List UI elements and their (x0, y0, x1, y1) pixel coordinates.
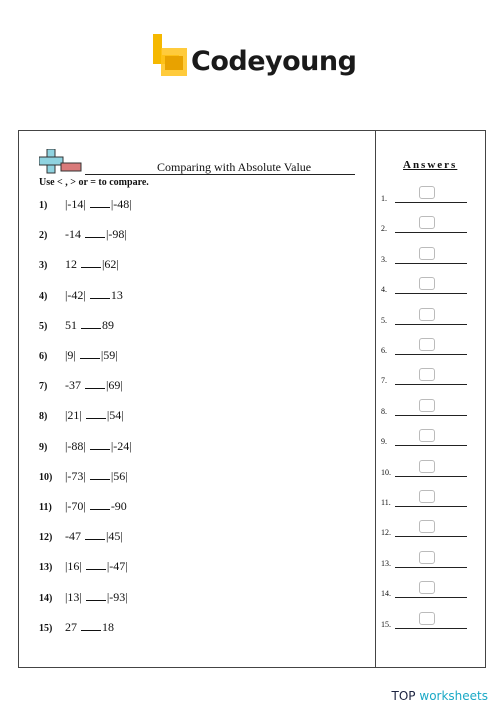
right-operand: -90 (110, 499, 127, 513)
right-operand: |-47| (106, 559, 128, 574)
answer-input[interactable] (419, 277, 435, 290)
compare-blank[interactable] (81, 257, 101, 268)
answer-number: 10. (381, 467, 391, 477)
topworksheets-logo (392, 689, 488, 703)
answer-input[interactable] (419, 399, 435, 412)
problem-number: 10) (39, 471, 53, 483)
compare-blank[interactable] (81, 620, 101, 631)
answer-input[interactable] (419, 247, 435, 260)
compare-blank[interactable] (90, 439, 110, 450)
right-operand: |45| (106, 529, 123, 544)
answer-row (379, 614, 483, 634)
compare-blank[interactable] (90, 197, 110, 208)
problem-row (39, 499, 127, 517)
answer-number: 4. (381, 285, 387, 295)
problem-row (39, 620, 114, 638)
answer-number: 11. (381, 498, 391, 507)
problem-number: 1) (39, 200, 48, 211)
answer-row (379, 583, 483, 603)
answer-line (395, 445, 467, 446)
compare-blank[interactable] (86, 590, 106, 601)
right-operand: |69| (106, 378, 123, 393)
problem-number: 5) (39, 320, 48, 332)
answer-line (395, 597, 467, 598)
left-operand: |-14| (65, 197, 86, 211)
problem-row (39, 439, 132, 457)
answer-input[interactable] (419, 338, 435, 351)
answer-line (395, 324, 467, 325)
problem-row (39, 378, 123, 396)
answer-number: 5. (381, 315, 387, 325)
compare-blank[interactable] (85, 378, 105, 389)
problem-number: 7) (39, 381, 48, 393)
compare-blank[interactable] (90, 469, 110, 480)
brand-name: Codeyoung (191, 46, 357, 77)
right-operand: 18 (102, 619, 114, 634)
problem-row (39, 318, 114, 336)
answer-input[interactable] (419, 429, 435, 442)
left-operand: 12 (65, 257, 77, 272)
problem-number: 2) (39, 230, 48, 242)
answer-input[interactable] (419, 308, 435, 321)
problem-row (39, 408, 124, 426)
problem-number: 15) (39, 622, 53, 634)
answer-input[interactable] (419, 520, 435, 533)
left-operand: |16| (65, 559, 82, 574)
problem-row (39, 590, 128, 608)
left-operand: -14 (65, 227, 81, 242)
problem-number: 4) (39, 290, 48, 302)
answer-row (379, 462, 483, 482)
footer-worksheets: worksheets (419, 689, 488, 703)
answer-line (395, 415, 467, 416)
answer-line (395, 567, 467, 568)
answer-row (379, 188, 483, 208)
answer-number: 15. (381, 619, 391, 629)
problem-row (39, 197, 132, 215)
answer-number: 2. (381, 224, 387, 234)
codeyoung-logo-icon (153, 34, 187, 78)
answer-row (379, 218, 483, 238)
plus-minus-icon (39, 149, 83, 177)
compare-blank[interactable] (86, 408, 106, 419)
answer-input[interactable] (419, 216, 435, 229)
compare-blank[interactable] (80, 348, 100, 359)
answer-line (395, 536, 467, 537)
answer-number: 12. (381, 528, 391, 538)
answer-row (379, 279, 483, 299)
answer-input[interactable] (419, 186, 435, 199)
problem-number: 6) (39, 351, 48, 362)
answer-line (395, 628, 467, 629)
answer-input[interactable] (419, 368, 435, 381)
problem-number: 12) (39, 532, 53, 544)
codeyoung-logo (153, 34, 357, 84)
right-operand: |-93| (106, 589, 128, 604)
right-operand: |-98| (106, 227, 127, 242)
right-operand: 89 (102, 317, 114, 332)
compare-blank[interactable] (86, 559, 106, 570)
answer-row (379, 431, 483, 451)
answer-number: 3. (381, 254, 387, 264)
answer-input[interactable] (419, 551, 435, 564)
answer-line (395, 232, 467, 233)
answers-heading: Answers (403, 159, 458, 171)
left-operand: |-42| (65, 287, 86, 302)
right-operand: |59| (100, 348, 118, 362)
left-operand: -47 (65, 529, 81, 544)
answer-number: 9. (381, 437, 387, 447)
worksheet-title: Comparing with Absolute Value (157, 160, 312, 174)
answer-number: 7. (381, 376, 387, 386)
compare-blank[interactable] (81, 318, 101, 329)
answer-row (379, 340, 483, 360)
right-operand: |62| (102, 257, 119, 272)
compare-blank[interactable] (90, 499, 110, 510)
answer-line (395, 354, 467, 355)
left-operand: |-88| (65, 438, 86, 453)
left-operand: |13| (65, 589, 82, 604)
answer-row (379, 553, 483, 573)
instruction-text: Use < , > or = to compare. (39, 177, 149, 188)
right-operand: |-48| (110, 197, 132, 211)
answer-number: 14. (381, 589, 391, 599)
answer-number: 1. (381, 194, 387, 203)
left-operand: -37 (65, 378, 81, 393)
right-operand: |56| (110, 468, 128, 483)
problem-number: 3) (39, 260, 48, 272)
compare-blank[interactable] (85, 227, 105, 238)
answer-number: 8. (381, 406, 387, 416)
compare-blank[interactable] (90, 288, 110, 299)
left-operand: |21| (65, 408, 82, 423)
problem-number: 8) (39, 411, 48, 423)
title-underline (85, 174, 355, 175)
worksheet (18, 130, 486, 668)
right-operand: |-24| (110, 438, 132, 453)
compare-blank[interactable] (85, 529, 105, 540)
answer-line (395, 202, 467, 203)
left-operand: |9| (65, 348, 76, 362)
problem-row (39, 257, 119, 275)
problem-row (39, 559, 128, 577)
left-operand: |-70| (65, 499, 86, 513)
answer-input[interactable] (419, 581, 435, 594)
problem-row (39, 288, 123, 306)
problem-row (39, 348, 118, 366)
answer-line (395, 476, 467, 477)
answer-row (379, 249, 483, 269)
right-operand: 13 (110, 287, 123, 302)
answer-line (395, 506, 467, 507)
answer-row (379, 522, 483, 542)
answer-line (395, 293, 467, 294)
problem-number: 9) (39, 441, 48, 453)
answer-number: 13. (381, 558, 391, 568)
answer-row (379, 310, 483, 330)
answer-input[interactable] (419, 490, 435, 503)
problem-number: 13) (39, 562, 53, 574)
problem-row (39, 529, 123, 547)
problem-number: 14) (39, 592, 53, 604)
answer-line (395, 263, 467, 264)
problem-row (39, 469, 128, 487)
answer-input[interactable] (419, 612, 435, 625)
left-operand: 27 (65, 619, 77, 634)
answer-number: 6. (381, 346, 387, 355)
right-operand: |54| (106, 408, 124, 423)
problem-row (39, 227, 127, 245)
answer-row (379, 370, 483, 390)
left-operand: 51 (65, 317, 77, 332)
footer-top: TOP (391, 689, 416, 703)
answer-input[interactable] (419, 460, 435, 473)
answer-row (379, 492, 483, 512)
answer-line (395, 384, 467, 385)
left-operand: |-73| (65, 468, 86, 483)
answer-row (379, 401, 483, 421)
column-divider (375, 131, 376, 667)
problem-number: 11) (39, 502, 52, 513)
